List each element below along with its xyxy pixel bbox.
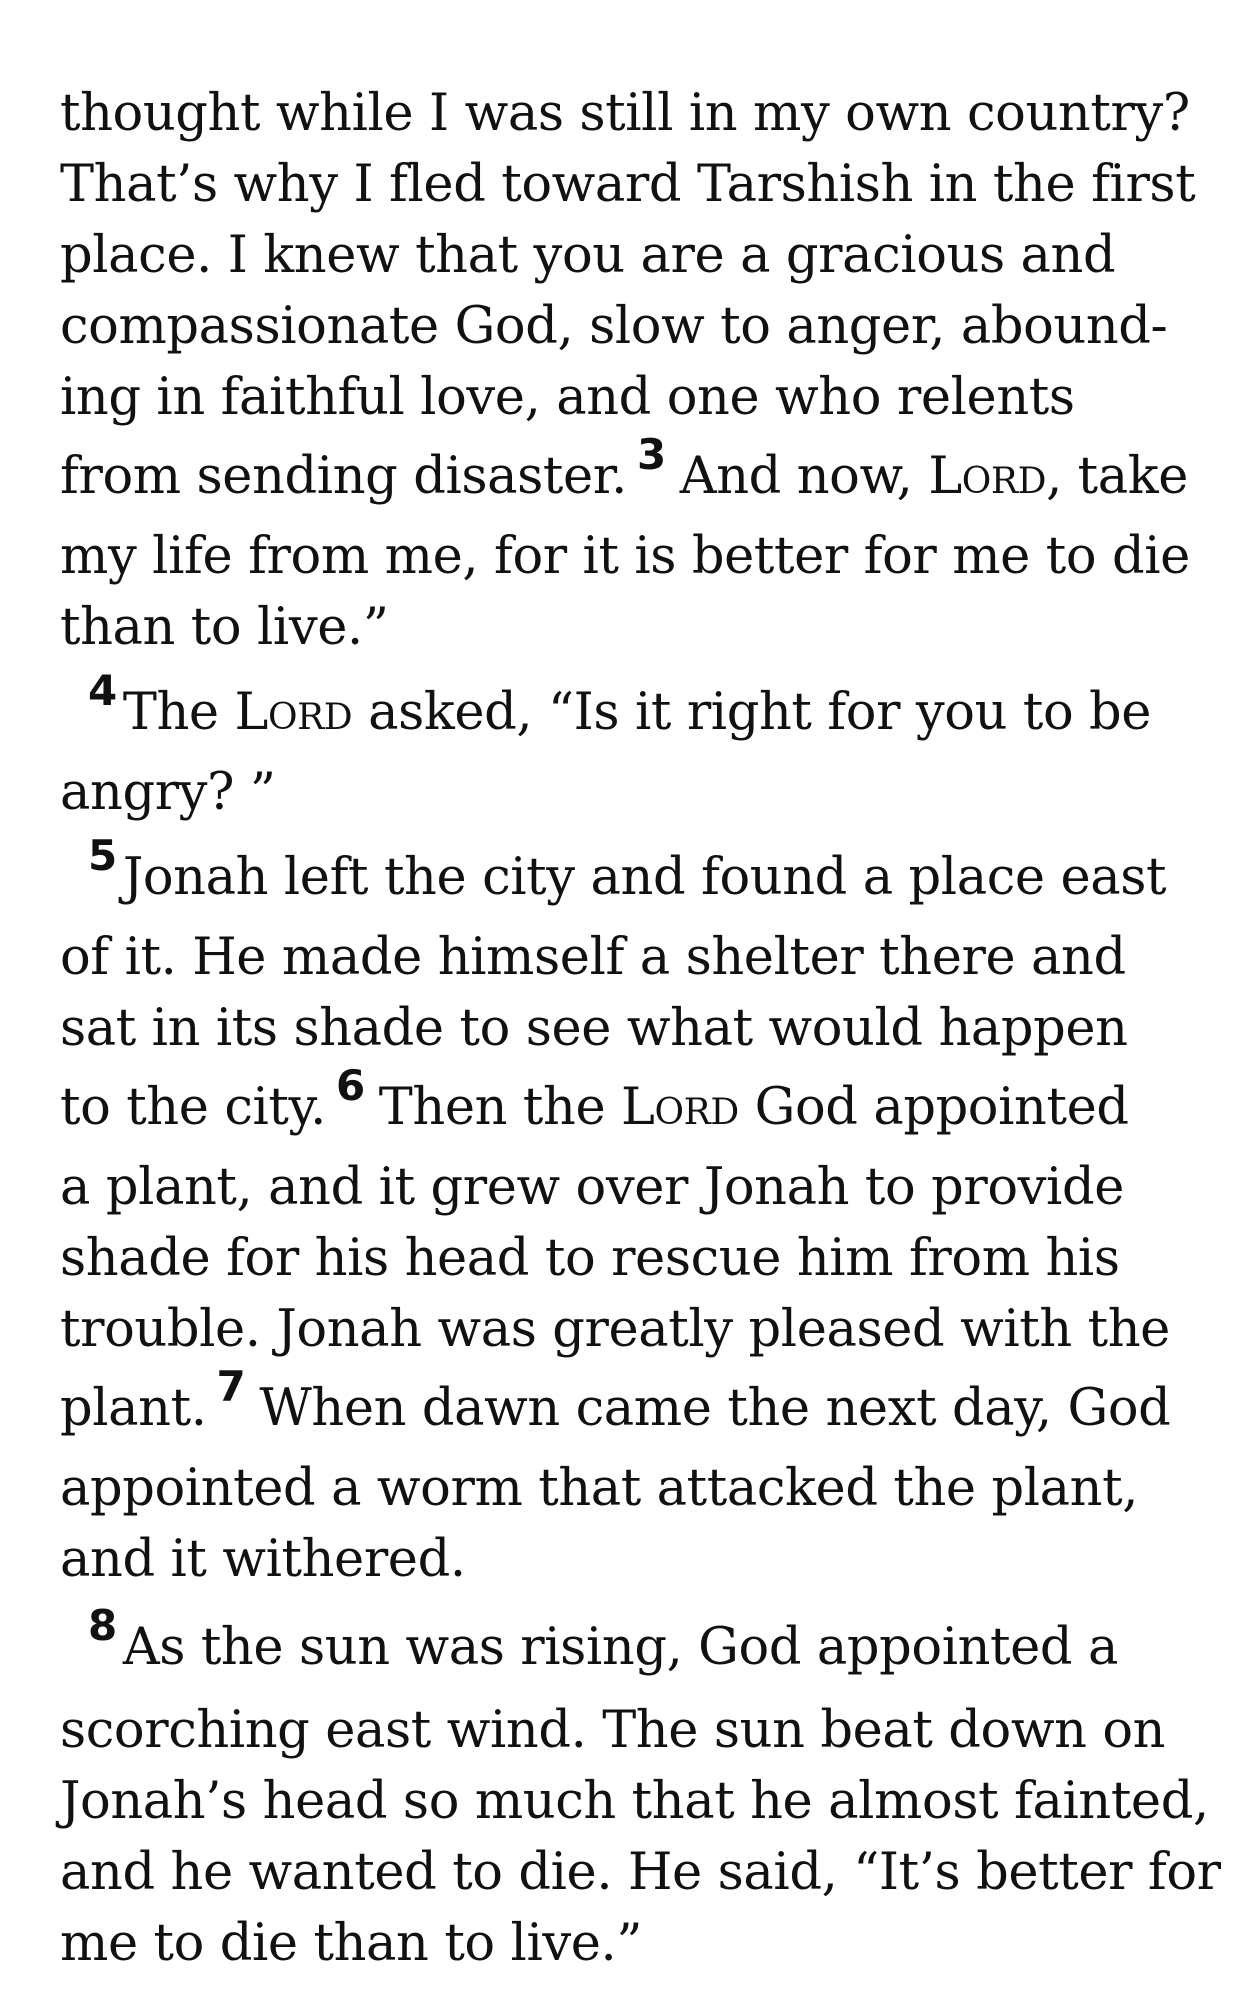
text-run: of it. He made himself a shelter there and xyxy=(60,928,1126,987)
verse-5-first-line xyxy=(60,831,1200,922)
text-line xyxy=(60,1766,1209,1837)
text-line xyxy=(60,1908,1200,1979)
text-line xyxy=(60,993,1200,1064)
text-run: And now, xyxy=(679,447,913,506)
text-run: and he wanted to die. He said, “It’s better for xyxy=(60,1843,1221,1902)
verse-number-8: 8 xyxy=(88,1601,117,1650)
text-run: sat in its shade to see what would happen xyxy=(60,999,1128,1058)
scripture-passage xyxy=(60,78,1221,1979)
divine-name-lord: Lord xyxy=(234,683,353,742)
text-line xyxy=(60,1152,1200,1223)
text-run: than to live.” xyxy=(60,598,389,657)
text-run: The xyxy=(122,683,219,742)
text-line xyxy=(60,1223,1200,1294)
verse-number-7: 7 xyxy=(216,1362,246,1411)
text-line xyxy=(60,1695,1200,1766)
verse-number-4: 4 xyxy=(88,666,117,715)
text-line xyxy=(60,78,1200,149)
divine-name-lord: Lord xyxy=(928,447,1047,506)
divine-name-lord: Lord xyxy=(621,1078,739,1137)
text-line xyxy=(60,291,1200,362)
text-line xyxy=(60,1294,1200,1365)
text-run: , take xyxy=(1046,447,1189,506)
text-run: trouble. Jonah was greatly pleased with the xyxy=(60,1300,1170,1359)
text-line xyxy=(60,1061,1200,1152)
text-line xyxy=(60,1362,1200,1453)
text-line xyxy=(60,362,1200,433)
text-run: When dawn came the next day, God xyxy=(259,1379,1171,1438)
verse-number-3: 3 xyxy=(636,430,666,479)
text-run: to the city. xyxy=(60,1078,326,1137)
text-line xyxy=(60,1524,1200,1595)
text-run: compassionate God, slow to anger, abound- xyxy=(60,297,1168,356)
text-run: Jonah’s head so much that he almost fainted, xyxy=(60,1772,1209,1831)
text-run: scorching east wind. The sun beat down on xyxy=(60,1701,1166,1760)
text-run: my life from me, for it is better for me to die xyxy=(60,527,1190,586)
text-line xyxy=(60,430,1200,521)
verse-4-first-line xyxy=(60,666,1200,757)
text-run: shade for his head to rescue him from his xyxy=(60,1229,1120,1288)
text-line xyxy=(60,1453,1200,1524)
text-run: That’s why I fled toward Tarshish in the first xyxy=(60,155,1196,214)
verse-8-first-line xyxy=(60,1601,1200,1695)
text-run: asked, “Is it right for you to be xyxy=(368,683,1152,742)
text-run: As the sun was rising, God appointed a xyxy=(122,1618,1118,1677)
verse-number-6: 6 xyxy=(335,1061,365,1110)
text-line xyxy=(60,922,1200,993)
text-run: from sending disaster. xyxy=(60,447,627,506)
text-line xyxy=(60,220,1200,291)
text-run: and it withered. xyxy=(60,1530,466,1589)
text-run: Then the xyxy=(378,1078,606,1137)
text-line xyxy=(60,149,1200,220)
text-run: place. I knew that you are a gracious and xyxy=(60,226,1116,285)
text-run: a plant, and it grew over Jonah to provide xyxy=(60,1158,1124,1217)
text-run: Jonah left the city and found a place east xyxy=(122,848,1167,907)
text-line xyxy=(60,592,1200,663)
text-run: appointed a worm that attacked the plant, xyxy=(60,1459,1139,1518)
verse-number-5: 5 xyxy=(88,831,117,880)
text-run: me to die than to live.” xyxy=(60,1914,643,1973)
text-run: plant. xyxy=(60,1379,207,1438)
text-run: God appointed xyxy=(754,1078,1129,1137)
text-line xyxy=(60,1837,1221,1908)
text-line xyxy=(60,757,1200,828)
text-run: thought while I was still in my own country? xyxy=(60,84,1190,143)
text-run: ing in faithful love, and one who relents xyxy=(60,368,1075,427)
text-line xyxy=(60,521,1200,592)
text-run: angry? ” xyxy=(60,763,276,822)
